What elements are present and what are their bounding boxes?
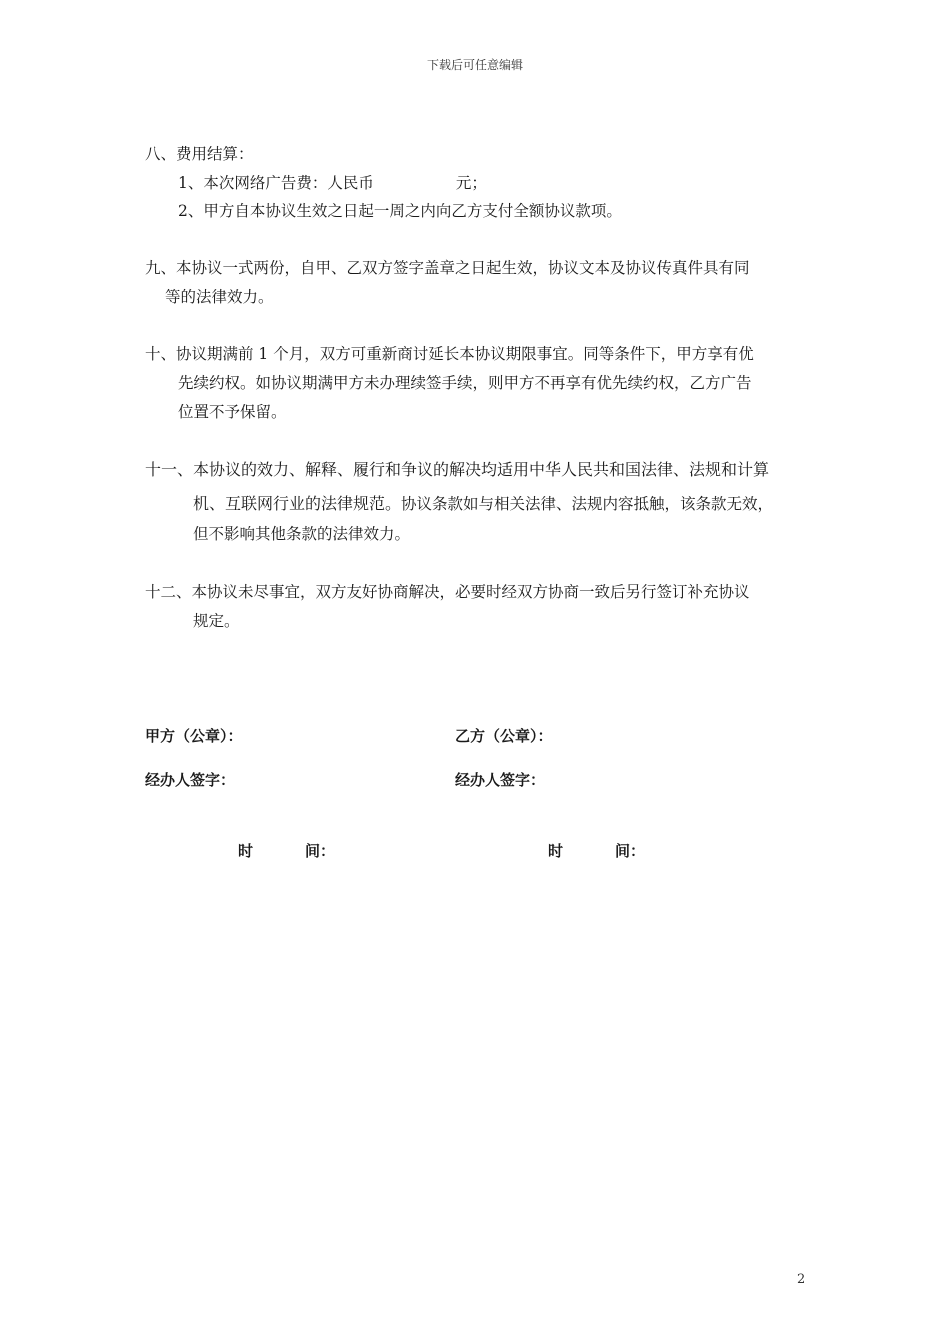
time-char-2: 间： <box>615 842 646 860</box>
page-header: 下载后可任意编辑 <box>426 58 523 72</box>
section-11-line-2 <box>193 496 773 513</box>
section-12-line-2: 规定。 <box>193 612 240 630</box>
section-10-line-1: 十、协议期满前 1 个月，双方可重新商讨延长本协议期限事宜。同等条件下，甲方享有优 <box>145 345 754 363</box>
party-b-time-label <box>548 840 645 861</box>
section-9-line-2: 等的法律效力。 <box>165 288 274 306</box>
section-8-item-1-prefix: 1、本次网络广告费：人民币 <box>178 174 374 192</box>
party-a-time-label <box>238 840 335 861</box>
party-b-agent-label: 经办人签字： <box>455 771 546 789</box>
section-11-line-2-b: 协议条款如与相关法律、法规内容抵触，该条款无效， <box>401 495 774 513</box>
time-char-1: 时 <box>238 842 254 860</box>
time-char-1: 时 <box>548 842 564 860</box>
party-a-seal-label: 甲方（公章）： <box>145 727 243 745</box>
time-char-2: 间： <box>305 842 336 860</box>
section-10-line-3: 位置不予保留。 <box>178 403 287 421</box>
section-8-title: 八、费用结算： <box>145 145 254 163</box>
section-11-line-1: 十一、本协议的效力、解释、履行和争议的解决均适用中华人民共和国法律、法规和计算 <box>145 460 770 479</box>
section-8-item-2: 2、甲方自本协议生效之日起一周之内向乙方支付全额协议款项。 <box>178 202 622 220</box>
section-11-line-2-a: 机、互联网行业的法律规范。 <box>193 494 402 513</box>
section-8-item-1-suffix: 元； <box>455 174 487 192</box>
party-b-seal-label: 乙方（公章）： <box>455 727 553 745</box>
section-10-line-2: 先续约权。如协议期满甲方未办理续签手续，则甲方不再享有优先续约权，乙方广告 <box>178 374 752 392</box>
section-12-line-1: 十二、本协议未尽事宜，双方友好协商解决，必要时经双方协商一致后另行签订补充协议 <box>145 583 750 601</box>
section-8-item-1 <box>178 176 487 192</box>
section-11-line-3: 但不影响其他条款的法律效力。 <box>193 525 411 543</box>
section-9-line-1: 九、本协议一式两份，自甲、乙双方签字盖章之日起生效，协议文本及协议传真件具有同 <box>145 259 750 277</box>
party-a-agent-label: 经办人签字： <box>145 771 236 789</box>
page-number: 2 <box>797 1272 806 1287</box>
